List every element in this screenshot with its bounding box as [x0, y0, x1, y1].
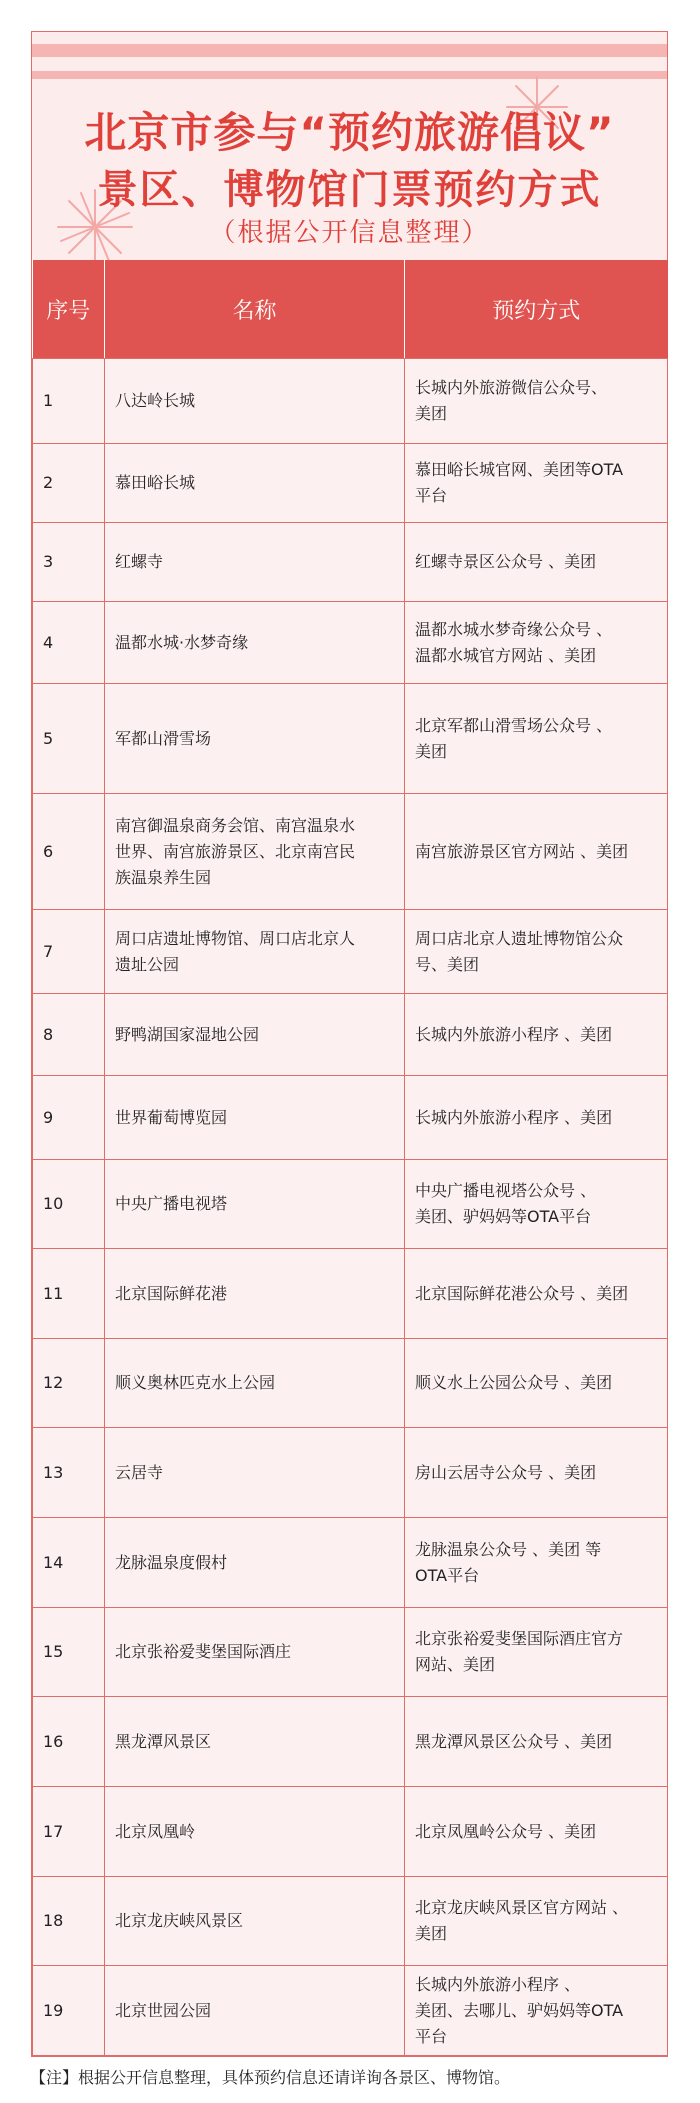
table-row [33, 1697, 668, 1787]
cell-method: 长城内外旅游小程序 、 美团、去哪儿、驴妈妈等OTA 平台 [405, 1966, 668, 2056]
table-row [33, 684, 668, 794]
cell-name: 顺义奥林匹克水上公园 [105, 1339, 405, 1428]
table-row [33, 1877, 668, 1966]
page-title: 北京市参与“预约旅游倡议” [84, 108, 615, 157]
cell-method: 顺义水上公园公众号 、美团 [405, 1339, 668, 1428]
table-row [33, 1518, 668, 1608]
cell-method: 长城内外旅游小程序 、美团 [405, 994, 668, 1076]
cell-method: 慕田峪长城官网、美团等OTA 平台 [405, 444, 668, 523]
cell-number: 4 [33, 602, 105, 684]
cell-number: 6 [33, 794, 105, 910]
cell-method: 龙脉温泉公众号 、美团 等 OTA平台 [405, 1518, 668, 1608]
cell-method: 北京张裕爱斐堡国际酒庄官方 网站、美团 [405, 1608, 668, 1697]
table-header-row [33, 261, 668, 359]
table-row [33, 794, 668, 910]
table-row [33, 1160, 668, 1249]
cell-number: 13 [33, 1428, 105, 1518]
cell-method: 北京军都山滑雪场公众号 、 美团 [405, 684, 668, 794]
cell-name: 云居寺 [105, 1428, 405, 1518]
cell-name: 黑龙潭风景区 [105, 1697, 405, 1787]
cell-name: 野鸭湖国家湿地公园 [105, 994, 405, 1076]
cell-method: 长城内外旅游微信公众号、 美团 [405, 359, 668, 444]
cell-name: 军都山滑雪场 [105, 684, 405, 794]
cell-name: 北京龙庆峡风景区 [105, 1877, 405, 1966]
cell-name: 慕田峪长城 [105, 444, 405, 523]
cell-name: 中央广播电视塔 [105, 1160, 405, 1249]
cell-name: 北京张裕爱斐堡国际酒庄 [105, 1608, 405, 1697]
cell-number: 19 [33, 1966, 105, 2056]
reservation-table [32, 260, 668, 2056]
cell-name: 温都水城·水梦奇缘 [105, 602, 405, 684]
table-row [33, 523, 668, 602]
cell-number: 15 [33, 1608, 105, 1697]
cell-name: 北京国际鲜花港 [105, 1249, 405, 1339]
source-note: （根据公开信息整理） [209, 218, 490, 248]
page-subtitle: 景区、博物馆门票预约方式 [97, 167, 602, 213]
table-row [33, 1339, 668, 1428]
table-row [33, 1787, 668, 1877]
table-row [33, 1076, 668, 1160]
cell-number: 16 [33, 1697, 105, 1787]
cell-name: 龙脉温泉度假村 [105, 1518, 405, 1608]
cell-number: 14 [33, 1518, 105, 1608]
cell-method: 长城内外旅游小程序 、美团 [405, 1076, 668, 1160]
cell-method: 红螺寺景区公众号 、美团 [405, 523, 668, 602]
cell-number: 11 [33, 1249, 105, 1339]
cell-name: 北京世园公园 [105, 1966, 405, 2056]
table-row [33, 602, 668, 684]
table-row [33, 1428, 668, 1518]
table-row [33, 359, 668, 444]
cell-method: 黑龙潭风景区公众号 、美团 [405, 1697, 668, 1787]
table-row [33, 1608, 668, 1697]
cell-method: 北京龙庆峡风景区官方网站 、 美团 [405, 1877, 668, 1966]
cell-name: 北京凤凰岭 [105, 1787, 405, 1877]
cell-number: 1 [33, 359, 105, 444]
cell-number: 9 [33, 1076, 105, 1160]
column-header-method: 预约方式 [405, 261, 668, 359]
cell-method: 温都水城水梦奇缘公众号 、 温都水城官方网站 、美团 [405, 602, 668, 684]
cell-name: 周口店遗址博物馆、周口店北京人 遗址公园 [105, 910, 405, 994]
document-frame [31, 31, 668, 2057]
cell-name: 南宫御温泉商务会馆、南宫温泉水 世界、南宫旅游景区、北京南宫民 族温泉养生园 [105, 794, 405, 910]
table-row [33, 994, 668, 1076]
cell-number: 7 [33, 910, 105, 994]
cell-method: 周口店北京人遗址博物馆公众 号、美团 [405, 910, 668, 994]
cell-number: 17 [33, 1787, 105, 1877]
cell-name: 八达岭长城 [105, 359, 405, 444]
column-header-number: 序号 [33, 261, 105, 359]
cell-name: 世界葡萄博览园 [105, 1076, 405, 1160]
cell-method: 中央广播电视塔公众号 、 美团、驴妈妈等OTA平台 [405, 1160, 668, 1249]
column-header-name: 名称 [105, 261, 405, 359]
table-row [33, 1249, 668, 1339]
table-row [33, 910, 668, 994]
header-stripe [32, 44, 667, 57]
cell-number: 3 [33, 523, 105, 602]
header-banner [32, 32, 667, 260]
cell-method: 房山云居寺公众号 、美团 [405, 1428, 668, 1518]
table-row [33, 444, 668, 523]
table-row [33, 1966, 668, 2056]
cell-number: 2 [33, 444, 105, 523]
cell-method: 南宫旅游景区官方网站 、美团 [405, 794, 668, 910]
cell-number: 5 [33, 684, 105, 794]
cell-number: 12 [33, 1339, 105, 1428]
cell-number: 18 [33, 1877, 105, 1966]
cell-name: 红螺寺 [105, 523, 405, 602]
cell-method: 北京凤凰岭公众号 、美团 [405, 1787, 668, 1877]
footnote: 【注】根据公开信息整理，具体预约信息还请详询各景区、博物馆。 [30, 2068, 511, 2087]
cell-number: 8 [33, 994, 105, 1076]
cell-number: 10 [33, 1160, 105, 1249]
cell-method: 北京国际鲜花港公众号 、美团 [405, 1249, 668, 1339]
